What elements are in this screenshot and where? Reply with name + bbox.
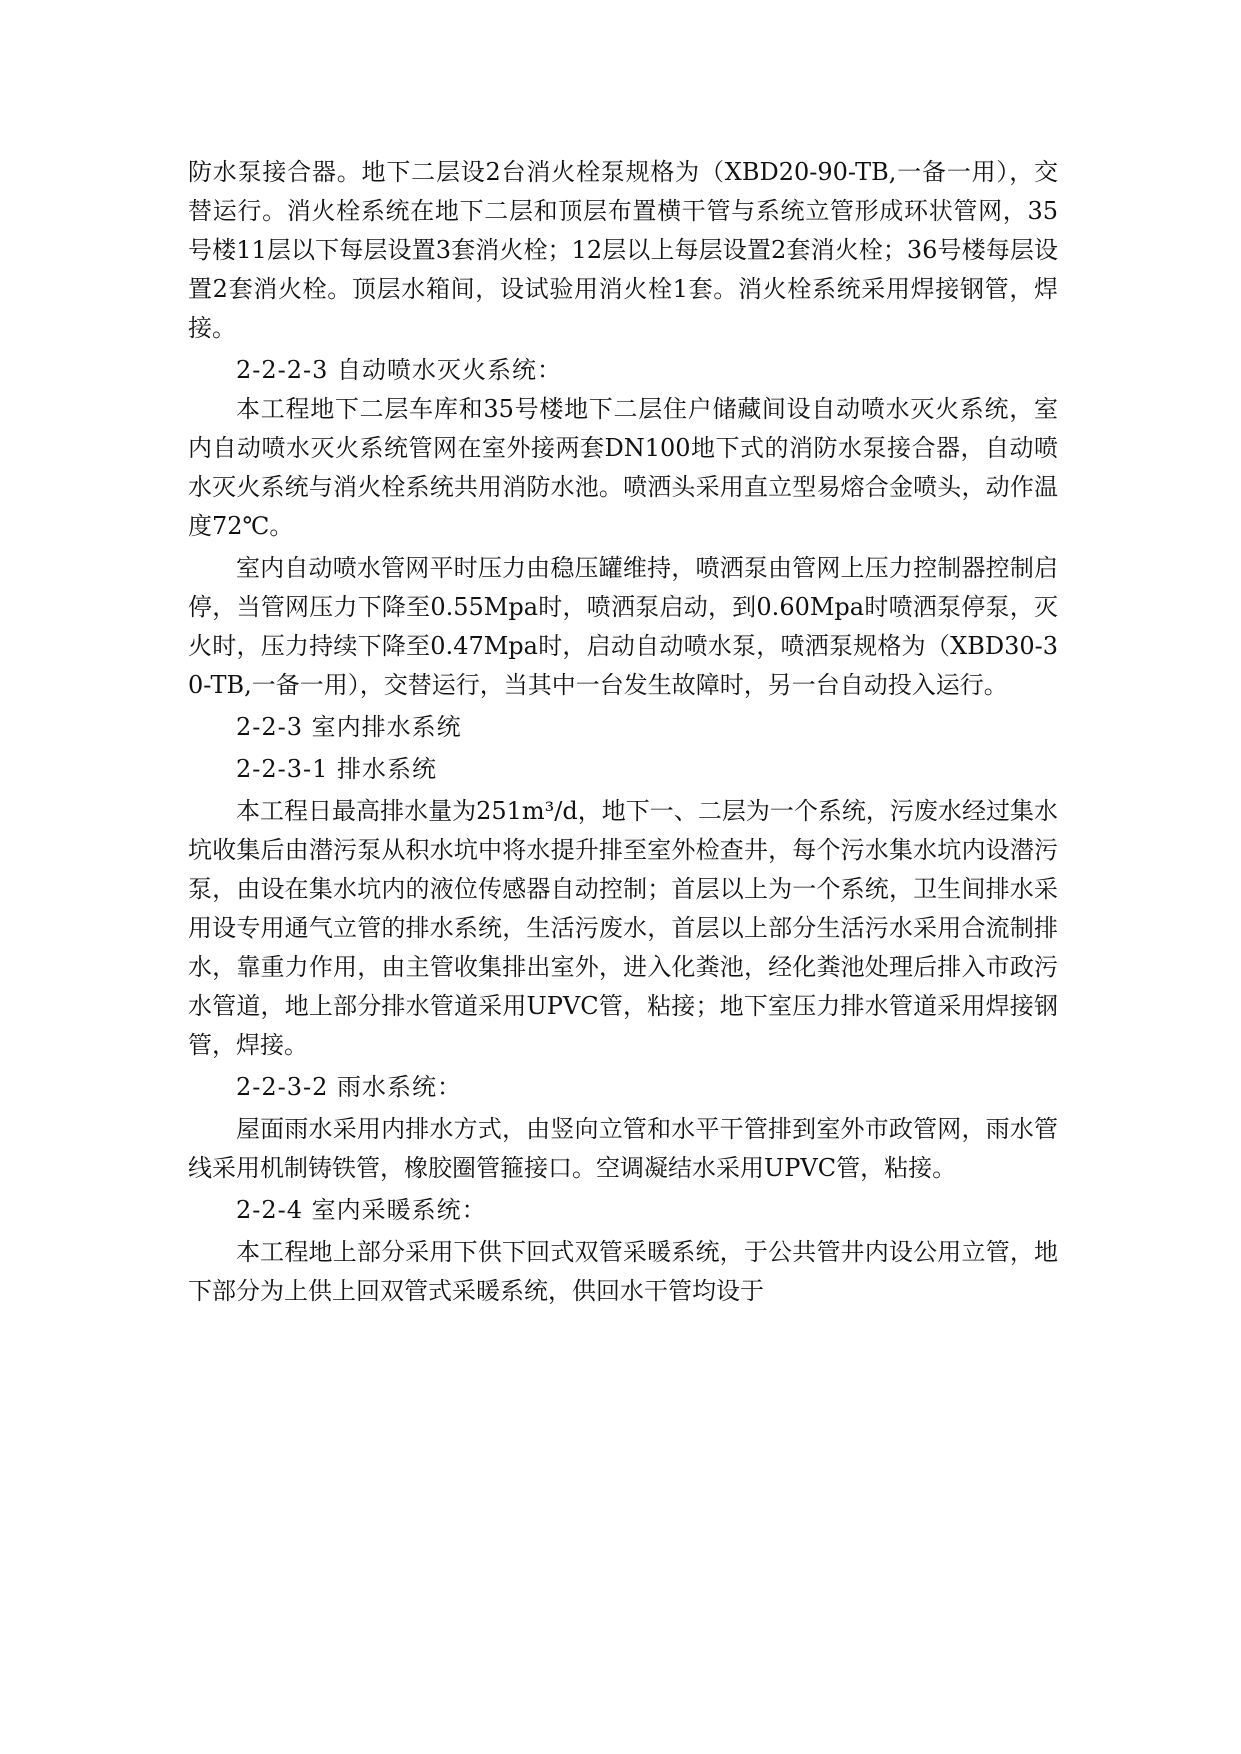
heading-indoor-drainage: 2-2-3 室内排水系统: [236, 713, 462, 741]
heading-sprinkler-system: 2-2-2-3 自动喷水灭火系统：: [236, 356, 563, 384]
heading-drainage-system: 2-2-3-1 排水系统: [236, 755, 438, 783]
heading-rainwater-system: 2-2-3-2 雨水系统：: [236, 1073, 463, 1101]
paragraph-hydrant-system: 防水泵接合器。地下二层设2台消火栓泵规格为（XBD20-90-TB,一备一用），交替运行。消火栓系统在地下二层和顶层布置横干管与系统立管形成环状管网，35号楼11层以下每层设置3套消火栓；12层以上每层设置2套消火栓；36号楼每层设置2套消火栓。顶层水箱间，设试验用消火栓1套。消火栓系统采用焊接钢管，焊接。: [188, 158, 1058, 342]
document-body: [188, 153, 1058, 1311]
heading-heating-system: 2-2-4 室内采暖系统：: [236, 1196, 487, 1224]
paragraph-rainwater-description: 屋面雨水采用内排水方式，由竖向立管和水平干管排到室外市政管网，雨水管线采用机制铸铁管，橡胶圈管箍接口。空调凝结水采用UPVC管，粘接。: [188, 1115, 1058, 1182]
paragraph-heating-description: 本工程地上部分采用下供下回式双管采暖系统，于公共管井内设公用立管，地下部分为上供上回双管式采暖系统，供回水干管均设于: [188, 1238, 1058, 1305]
paragraph-sprinkler-pressure: 室内自动喷水管网平时压力由稳压罐维持，喷洒泵由管网上压力控制器控制启停，当管网压力下降至0.55Mpa时，喷洒泵启动，到0.60Mpa时喷洒泵停泵，灭火时，压力持续下降至0.47Mpa时，启动自动喷水泵，喷洒泵规格为（XBD30-30-TB,一备一用），交替运行，当其中一台发生故障时，另一台自动投入运行。: [188, 554, 1058, 699]
paragraph-sprinkler-description: 本工程地下二层车库和35号楼地下二层住户储藏间设自动喷水灭火系统，室内自动喷水灭火系统管网在室外接两套DN100地下式的消防水泵接合器，自动喷水灭火系统与消火栓系统共用消防水池。喷洒头采用直立型易熔合金喷头，动作温度72℃。: [188, 395, 1058, 540]
paragraph-drainage-description: 本工程日最高排水量为251m³/d，地下一、二层为一个系统，污废水经过集水坑收集后由潜污泵从积水坑中将水提升排至室外检查井，每个污水集水坑内设潜污泵，由设在集水坑内的液位传感器自动控制；首层以上为一个系统，卫生间排水采用设专用通气立管的排水系统，生活污废水，首层以上部分生活污水采用合流制排水，靠重力作用，由主管收集排出室外，进入化粪池，经化粪池处理后排入市政污水管道，地上部分排水管道采用UPVC管，粘接；地下室压力排水管道采用焊接钢管，焊接。: [188, 797, 1058, 1059]
